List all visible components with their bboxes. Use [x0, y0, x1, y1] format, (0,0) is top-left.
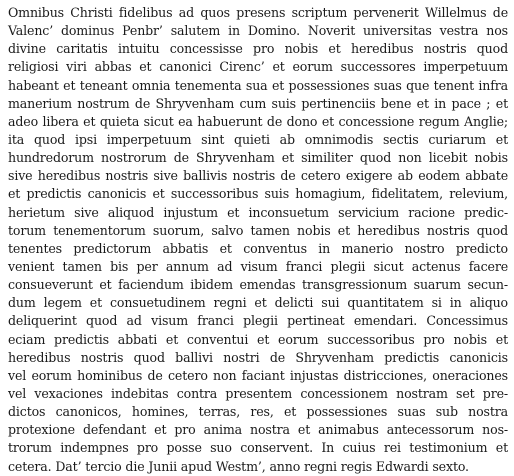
text-line: tenentes predictorum abbatis et conventus in manerio nostro predicto [8, 240, 508, 256]
text-line: trorum indempnes pro posse suo conservent. In cuius rei testimonium et [8, 440, 508, 456]
text-line: torum tenementorum suorum, salvo tamen nobis et heredibus nostris quod [8, 222, 508, 238]
text-line: adeo libera et quieta sicut ea habuerunt de dono et concessione regum Anglie; [8, 113, 508, 129]
text-line: herietum sive aliquod injustum et inconsuetum servicium racione predic- [8, 204, 508, 220]
text-line: eciam predictis abbati et conventui et eorum successoribus pro nobis et [8, 331, 508, 347]
text-line: sive heredibus nostris sive ballivis nostris de cetero exigere ab eodem abbate [8, 168, 508, 184]
text-line: dictos canonicos, homines, terras, res, et possessiones suas sub nostra [8, 404, 508, 420]
text-line: divine caritatis intuitu concessisse pro nobis et heredibus nostris quod [8, 41, 508, 57]
text-line: Omnibus Christi fidelibus ad quos presens scriptum pervenerit Willelmus de [8, 5, 508, 20]
text-line: religiosi viri abbas et canonici Cirenc’ et eorum successores imperpetuum [8, 59, 508, 75]
text-line: dum legem et consuetudinem regni et delicti sui quantitatem si in aliquo [8, 295, 508, 311]
text-line: protexione defendant et pro anima nostra et animabus antecessorum nos- [8, 422, 508, 438]
text-line: hundredorum nostrorum de Shryvenham et similiter quod non licebit nobis [8, 150, 508, 166]
text-line: manerium nostrum de Shryvenham cum suis pertinenciis bene et in pace ; et [8, 95, 508, 111]
text-line: ita quod ipsi imperpetuum sint quieti ab omnimodis sectis curiarum et [8, 131, 508, 147]
text-line: venient tamen bis per annum ad visum franci plegii sicut actenus facere [8, 258, 508, 274]
text-line: vel vexaciones indebitas contra presentem concessionem nostram set pre- [8, 385, 508, 401]
charter-text [8, 4, 508, 476]
text-line: heredibus nostris quod ballivi nostri de Shryvenham predictis canonicis [8, 349, 508, 365]
text-line: deliquerint quod ad visum franci plegii pertineat emendari. Concessimus [8, 313, 508, 329]
text-line-last: cetera. Dat’ tercio die Junii apud Westm’, anno regni regis Edwardi sexto. [8, 458, 469, 474]
text-line: vel eorum hominibus de cetero non faciant injustas districciones, oneraciones [8, 367, 508, 383]
text-line: Valenc’ dominus Penbr’ salutem in Domino. Noverit universitas vestra nos [8, 23, 508, 39]
text-line: consueverunt et faciendum ibidem emendas transgressionum suarum secun- [8, 277, 508, 293]
text-line: habeant et teneant omnia tenementa sua et possessiones suas que tenent infra [8, 77, 508, 93]
text-line: et predictis canonicis et successoribus suis homagium, fidelitatem, relevium, [8, 186, 508, 202]
